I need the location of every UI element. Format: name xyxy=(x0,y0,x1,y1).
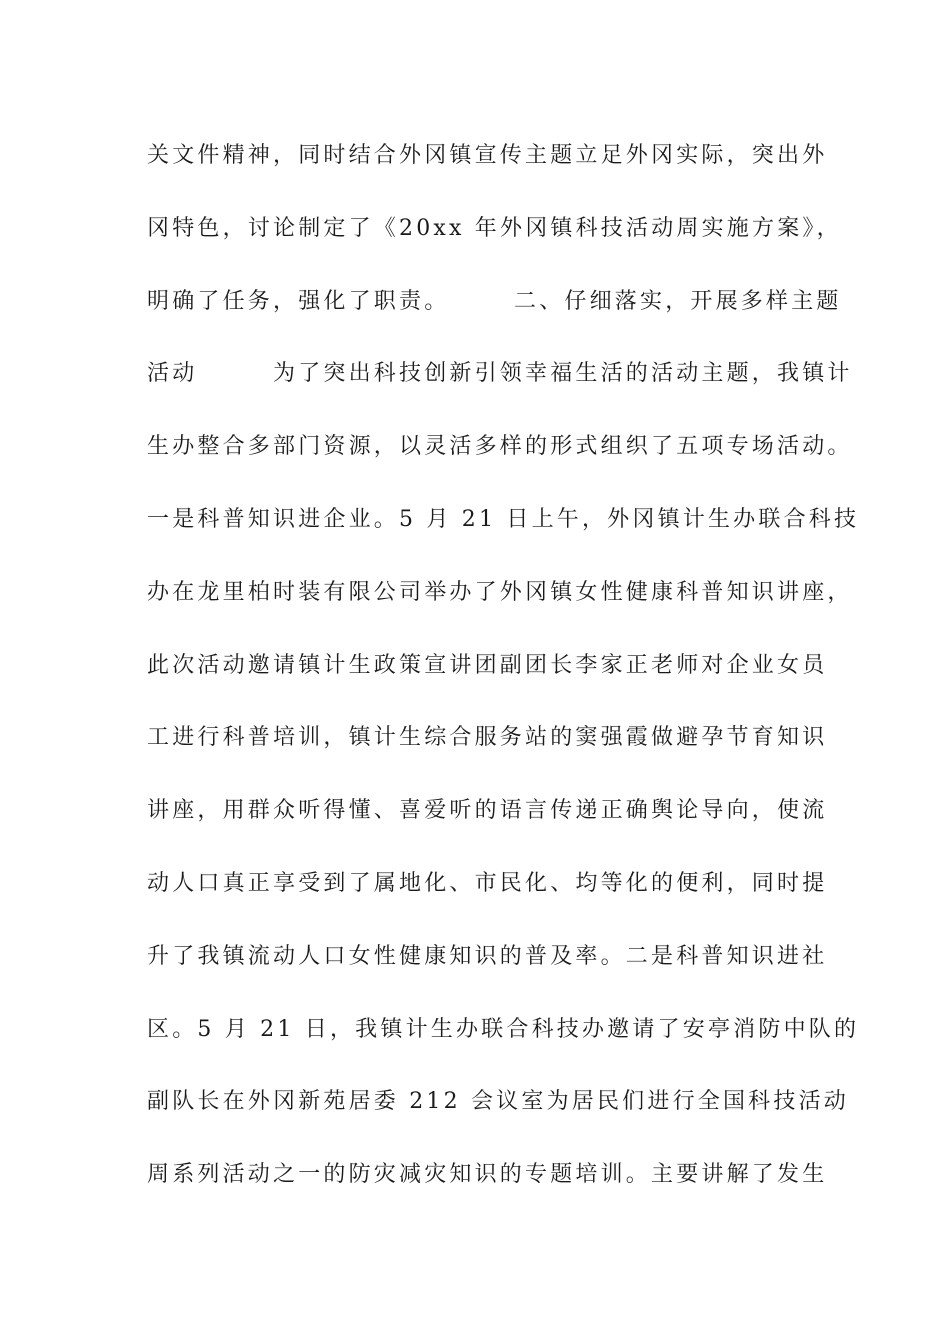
text-line: 区。5 月 21 日，我镇计生办联合科技办邀请了安亭消防中队的 xyxy=(147,1016,860,1042)
body-text xyxy=(147,130,860,1222)
text-line: 工进行科普培训，镇计生综合服务站的窦强霞做避孕节育知识 xyxy=(147,725,828,751)
text-line: 冈特色，讨论制定了《20xx 年外冈镇科技活动周实施方案》， xyxy=(147,215,842,241)
text-line: 一是科普知识进企业。5 月 21 日上午，外冈镇计生办联合科技 xyxy=(147,506,860,532)
text-line: 此次活动邀请镇计生政策宣讲团副团长李家正老师对企业女员 xyxy=(147,652,828,678)
text-line: 办在龙里柏时装有限公司举办了外冈镇女性健康科普知识讲座， xyxy=(147,579,853,605)
text-line: 活动 为了突出科技创新引领幸福生活的活动主题，我镇计 xyxy=(147,361,853,387)
text-line: 升了我镇流动人口女性健康知识的普及率。二是科普知识进社 xyxy=(147,943,828,969)
text-line: 副队长在外冈新苑居委 212 会议室为居民们进行全国科技活动 xyxy=(147,1089,849,1115)
text-line: 讲座，用群众听得懂、喜爱听的语言传递正确舆论导向，使流 xyxy=(147,798,828,824)
text-line: 周系列活动之一的防灾减灾知识的专题培训。主要讲解了发生 xyxy=(147,1162,828,1188)
text-line: 关文件精神，同时结合外冈镇宣传主题立足外冈实际，突出外 xyxy=(147,143,828,168)
text-line: 动人口真正享受到了属地化、市民化、均等化的便利，同时提 xyxy=(147,870,828,896)
text-line: 生办整合多部门资源，以灵活多样的形式组织了五项专场活动。 xyxy=(147,434,853,460)
text-line: 明确了任务，强化了职责。 二、仔细落实，开展多样主题 xyxy=(147,288,842,314)
